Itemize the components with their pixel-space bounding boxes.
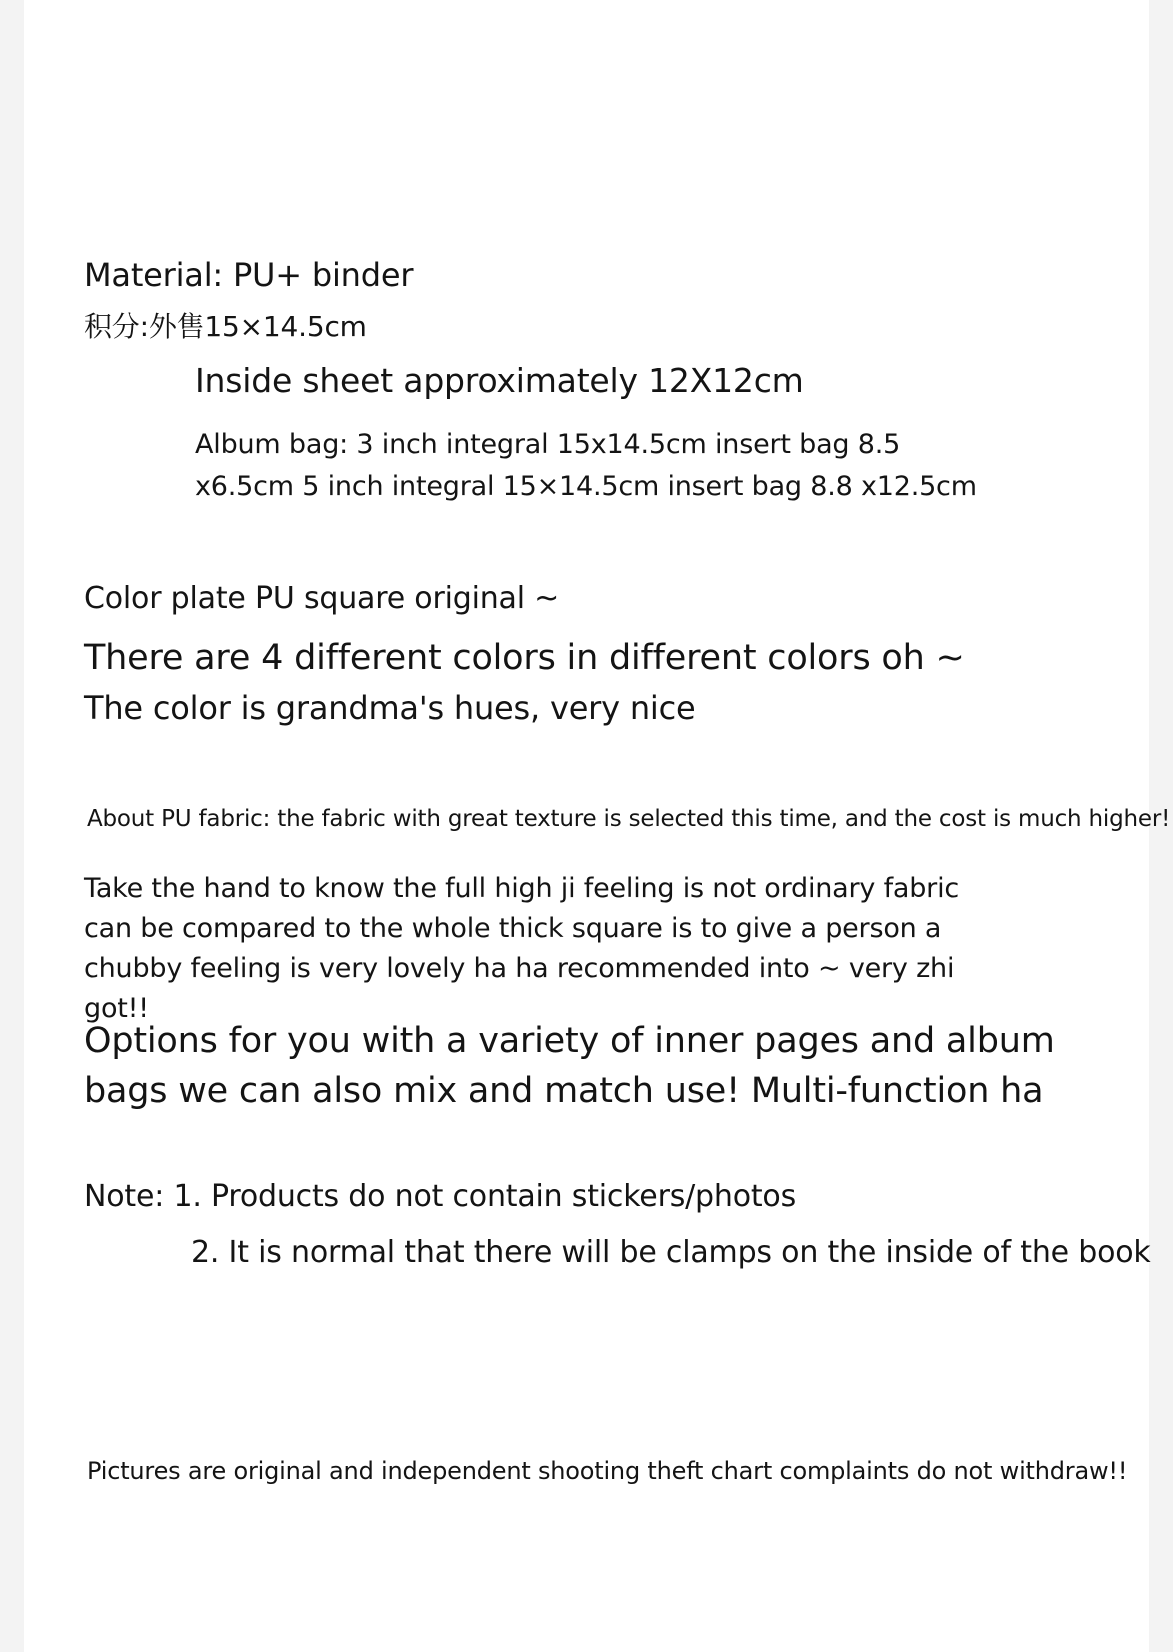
hand-feel-text: Take the hand to know the full high ji feeling is not ordinary fabric can be compared to the whole thick square is to give a person a chubby feeling is very lovely ha ha recommended into ~ very zhi got!! xyxy=(84,873,960,1024)
product-description-page xyxy=(24,0,1171,1652)
about-pu-text: About PU fabric: the fabric with great texture is selected this time, and the cost is much higher! xyxy=(87,806,1171,832)
note-2-text: 2. It is normal that there will be clamps on the inside of the book xyxy=(191,1235,1151,1270)
album-bag-text: Album bag: 3 inch integral 15x14.5cm insert bag 8.5 x6.5cm 5 inch integral 15×14.5cm insert bag 8.8 x12.5cm xyxy=(195,429,977,502)
note-1-text: Note: 1. Products do not contain stickers/photos xyxy=(84,1179,796,1214)
four-colors-text: There are 4 different colors in different colors oh ~ xyxy=(84,638,965,678)
size-text: 积分:外售15×14.5cm xyxy=(84,310,367,343)
material-text: Material: PU+ binder xyxy=(84,256,414,294)
pictures-notice-text: Pictures are original and independent shooting theft chart complaints do not withdraw!! xyxy=(87,1457,1128,1485)
inside-sheet-text: Inside sheet approximately 12X12cm xyxy=(195,361,804,400)
grandma-hues-text: The color is grandma's hues, very nice xyxy=(84,689,696,727)
color-plate-text: Color plate PU square original ~ xyxy=(84,581,560,616)
options-text: Options for you with a variety of inner pages and album bags we can also mix and match use! Multi-function ha xyxy=(84,1021,1055,1111)
